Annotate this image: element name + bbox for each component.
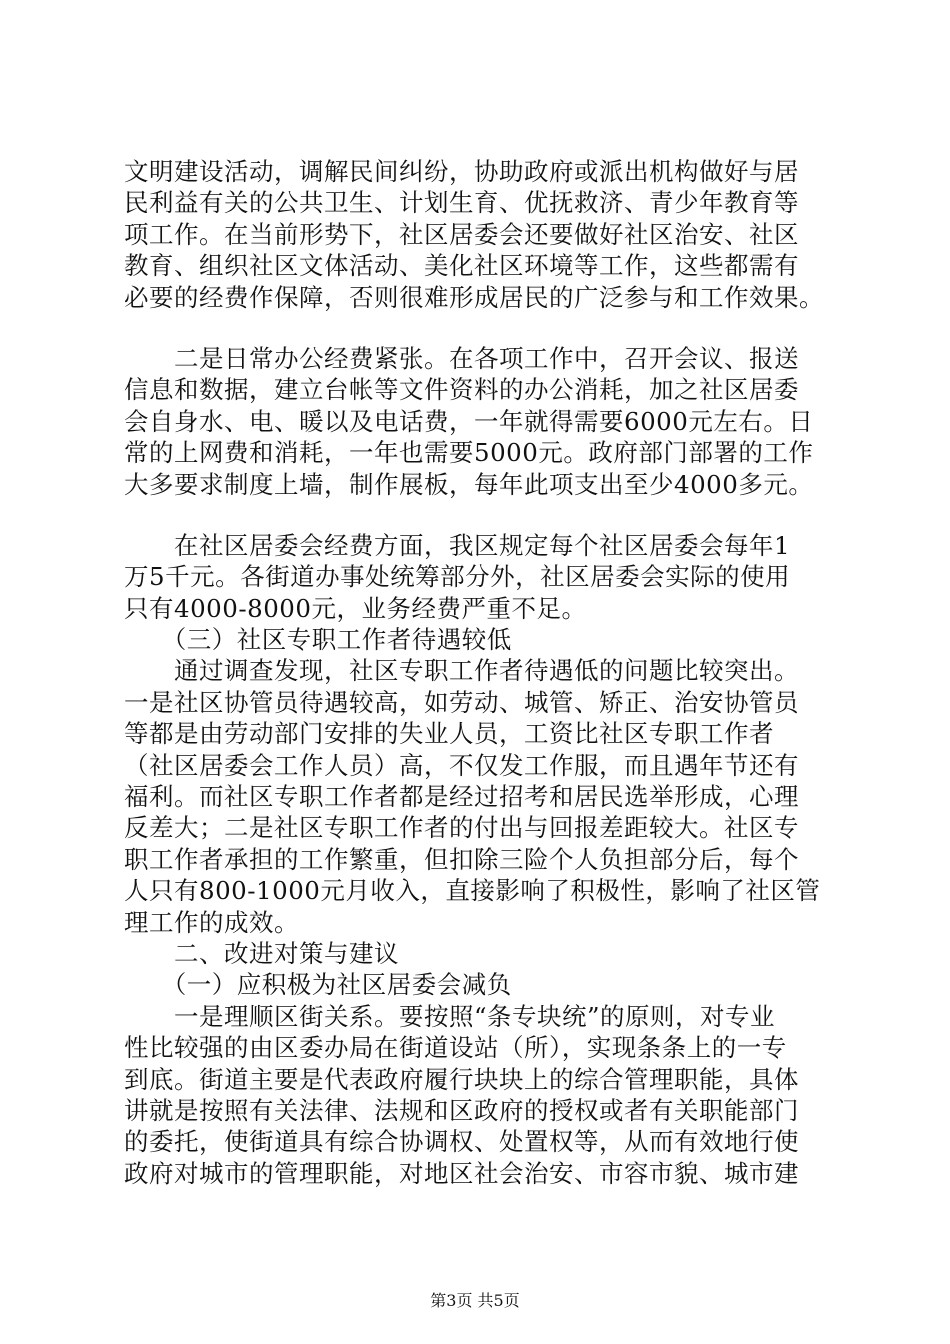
text-line: 政府对城市的管理职能，对地区社会治安、市容市貌、城市建 [124, 1158, 799, 1188]
text-line: （社区居委会工作人员）高，不仅发工作服，而且遇年节还有 [124, 750, 799, 780]
section-heading: （一）应积极为社区居委会减负 [124, 970, 512, 1000]
text-line: 在社区居委会经费方面，我区规定每个社区居委会每年1 [124, 530, 791, 560]
paragraph-funding-intro [124, 156, 828, 313]
paragraph-gap [124, 500, 828, 530]
text-line: 一是社区协管员待遇较高，如劳动、城管、矫正、治安协管员 [124, 687, 799, 717]
text-line: 项工作。在当前形势下，社区居委会还要做好社区治安、社区 [124, 219, 799, 249]
text-line: 二是日常办公经费紧张。在各项工作中，召开会议、报送 [124, 343, 799, 373]
text-line: 常的上网费和消耗，一年也需要5000元。政府部门部署的工作 [124, 438, 814, 468]
text-line: 万5千元。各街道办事处统筹部分外，社区居委会实际的使用 [124, 562, 791, 592]
paragraph-funding-and-proposals [124, 530, 828, 1189]
text-line: 讲就是按照有关法律、法规和区政府的授权或者有关职能部门 [124, 1095, 799, 1125]
text-line: 等都是由劳动部门安排的失业人员，工资比社区专职工作者 [124, 719, 774, 749]
section-heading: 二、改进对策与建议 [124, 938, 399, 968]
paragraph-office-expenses [124, 343, 828, 500]
text-line: 大多要求制度上墙，制作展板，每年此项支出至少4000多元。 [124, 469, 814, 499]
text-line: 民利益有关的公共卫生、计划生育、优抚救济、青少年教育等 [124, 188, 799, 218]
paragraph-gap [124, 313, 828, 343]
section-heading: （三）社区专职工作者待遇较低 [124, 625, 512, 655]
text-line: 必要的经费作保障，否则很难形成居民的广泛参与和工作效果。 [124, 282, 824, 312]
text-line: 职工作者承担的工作繁重，但扣除三险个人负担部分后，每个 [124, 844, 799, 874]
text-line: 一是理顺区街关系。要按照“条专块统”的原则，对专业 [124, 1001, 776, 1031]
text-line: 会自身水、电、暖以及电话费，一年就得需要6000元左右。日 [124, 406, 814, 436]
text-line: 的委托，使街道具有综合协调权、处置权等，从而有效地行使 [124, 1127, 799, 1157]
text-line: 通过调查发现，社区专职工作者待遇低的问题比较突出。 [124, 656, 799, 686]
text-line: 文明建设活动，调解民间纠纷，协助政府或派出机构做好与居 [124, 157, 799, 186]
text-line: 反差大；二是社区专职工作者的付出与回报差距较大。社区专 [124, 813, 799, 843]
text-line: 信息和数据，建立台帐等文件资料的办公消耗，加之社区居委 [124, 375, 799, 405]
text-line: 教育、组织社区文体活动、美化社区环境等工作，这些都需有 [124, 251, 799, 281]
document-body [124, 156, 828, 1189]
text-line: 理工作的成效。 [124, 907, 299, 937]
text-line: 人只有800-1000元月收入，直接影响了积极性，影响了社区管 [124, 876, 821, 906]
page-number: 第3页 共5页 [430, 1291, 520, 1310]
text-line: 到底。街道主要是代表政府履行块块上的综合管理职能，具体 [124, 1064, 799, 1094]
page-footer [0, 1291, 950, 1311]
text-line: 性比较强的由区委办局在街道设站（所），实现条条上的一专 [124, 1033, 787, 1063]
text-line: 只有4000-8000元，业务经费严重不足。 [124, 593, 587, 623]
text-line: 福利。而社区专职工作者都是经过招考和居民选举形成，心理 [124, 782, 799, 812]
